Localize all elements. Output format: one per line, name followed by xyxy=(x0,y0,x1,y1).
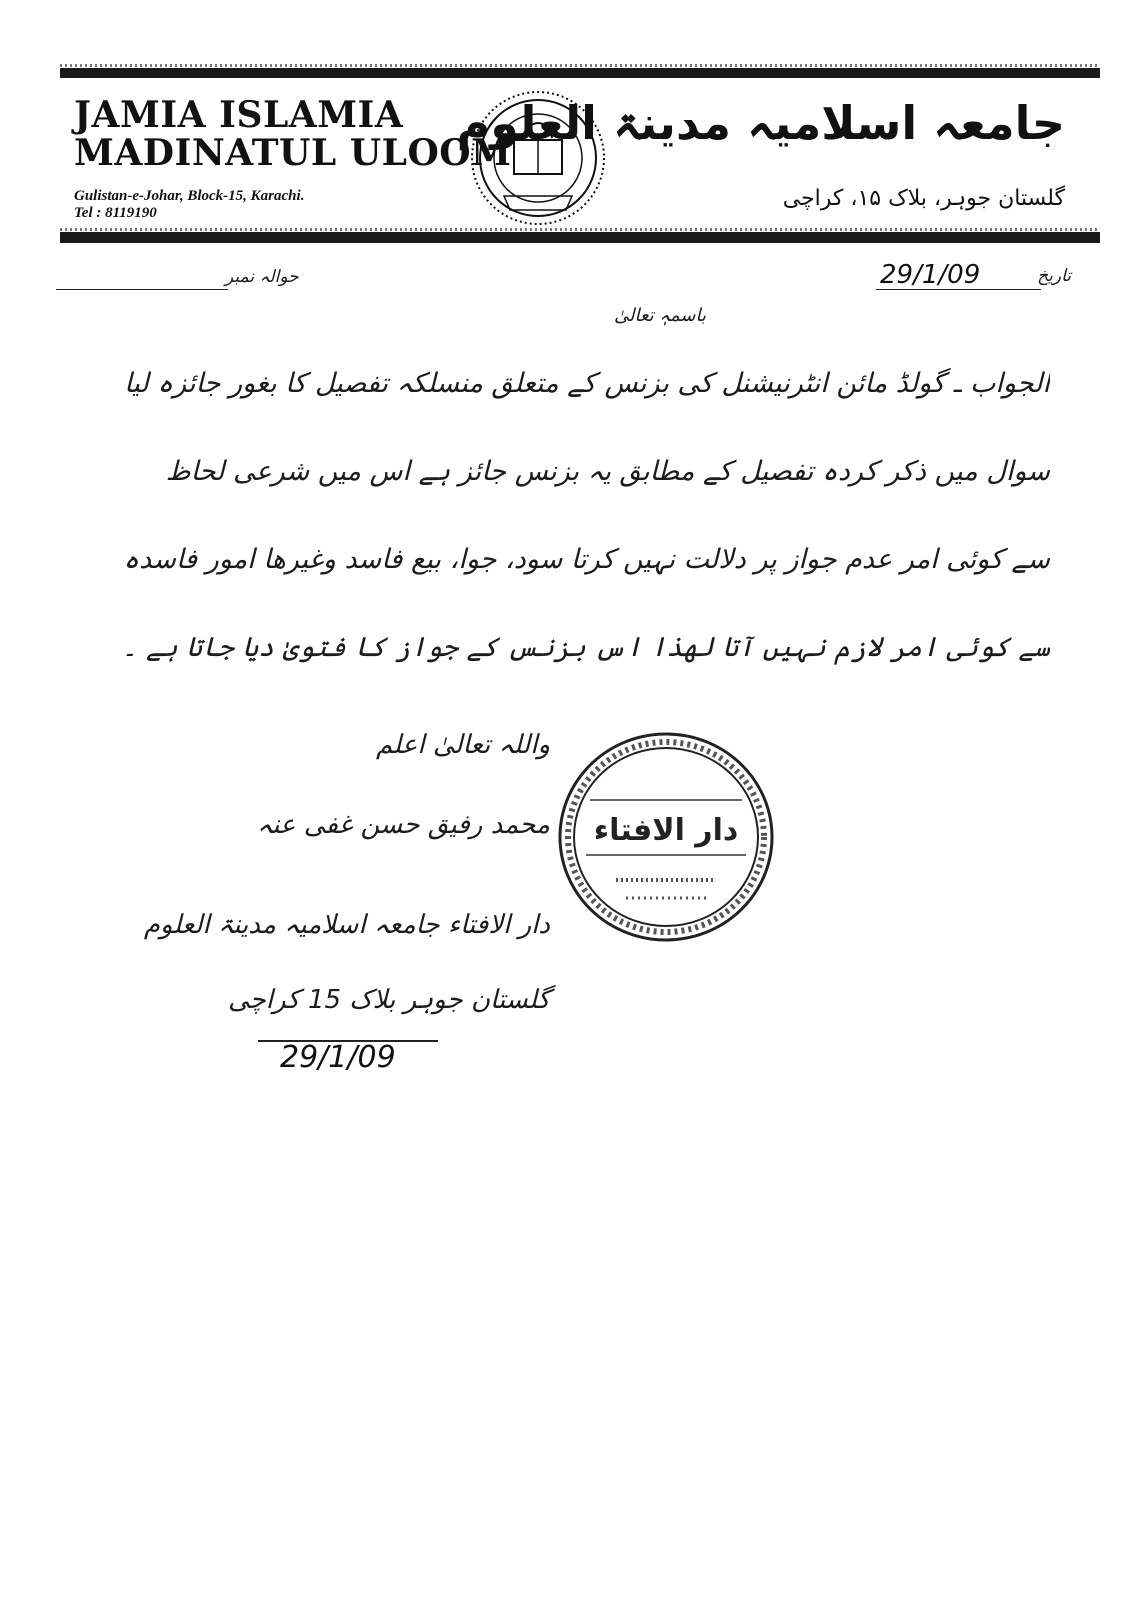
header-bottom-rule xyxy=(60,232,1100,243)
body-line: سوال میں ذکر کردہ تفصیل کے مطابق یہ بزنس جائز ہے اس میں شرعی لحاظ xyxy=(165,456,1050,487)
issuing-address: گلستان جوہر بلاک 15 کراچی xyxy=(227,985,550,1015)
header-top-rule xyxy=(60,68,1100,78)
date-label: تاریخ xyxy=(1037,266,1071,286)
reference-number-label: حوالہ نمبر xyxy=(225,267,299,287)
fatwa-body xyxy=(110,340,1050,692)
institution-name-line2: MADINATUL ULOOM xyxy=(74,132,512,174)
phone-line: Tel : 8119190 xyxy=(74,205,157,221)
closing-phrase: واللہ تعالیٰ اعلم xyxy=(375,730,550,760)
date-line xyxy=(876,289,1041,290)
signature-date: 29/1/09 xyxy=(280,1040,396,1075)
invocation: باسمہٖ تعالیٰ xyxy=(614,305,706,326)
institution-name-english xyxy=(74,96,512,172)
dar-ul-ifta-seal xyxy=(556,730,776,945)
institution-name-urdu: جامعہ اسلامیہ مدینۃ العلوم xyxy=(456,96,1065,150)
institution-address-english xyxy=(74,188,304,222)
institution-name-line1: JAMIA ISLAMIA xyxy=(74,94,404,136)
body-line: سے کوئی امر عدم جواز پر دلالت نہیں کرتا سود، جوا، بیع فاسد وغیرھا امور فاسدہ xyxy=(123,544,1050,575)
reference-number-line xyxy=(56,289,228,290)
address-line: Gulistan-e-Johar, Block-15, Karachi. xyxy=(74,188,305,204)
signature: محمد رفیق حسن غفی عنہ xyxy=(256,810,550,840)
date-value: 29/1/09 xyxy=(880,260,981,290)
institution-address-urdu: گلستان جوہر، بلاک ۱۵، کراچی xyxy=(782,186,1065,211)
issuing-department: دار الافتاء جامعہ اسلامیہ مدینۃ العلوم xyxy=(143,910,550,940)
body-line: سے کوئی امر لازم نہیں آتا لھذا اس بزنس کے جواز کا فتویٰ دیا جاتا ہے ۔ xyxy=(121,632,1050,663)
svg-text:دار الافتاء: دار الافتاء xyxy=(593,813,739,848)
body-line: الجواب ـ گولڈ مائن انٹرنیشنل کی بزنس کے متعلق منسلکہ تفصیل کا بغور جائزہ لیا xyxy=(124,368,1050,399)
